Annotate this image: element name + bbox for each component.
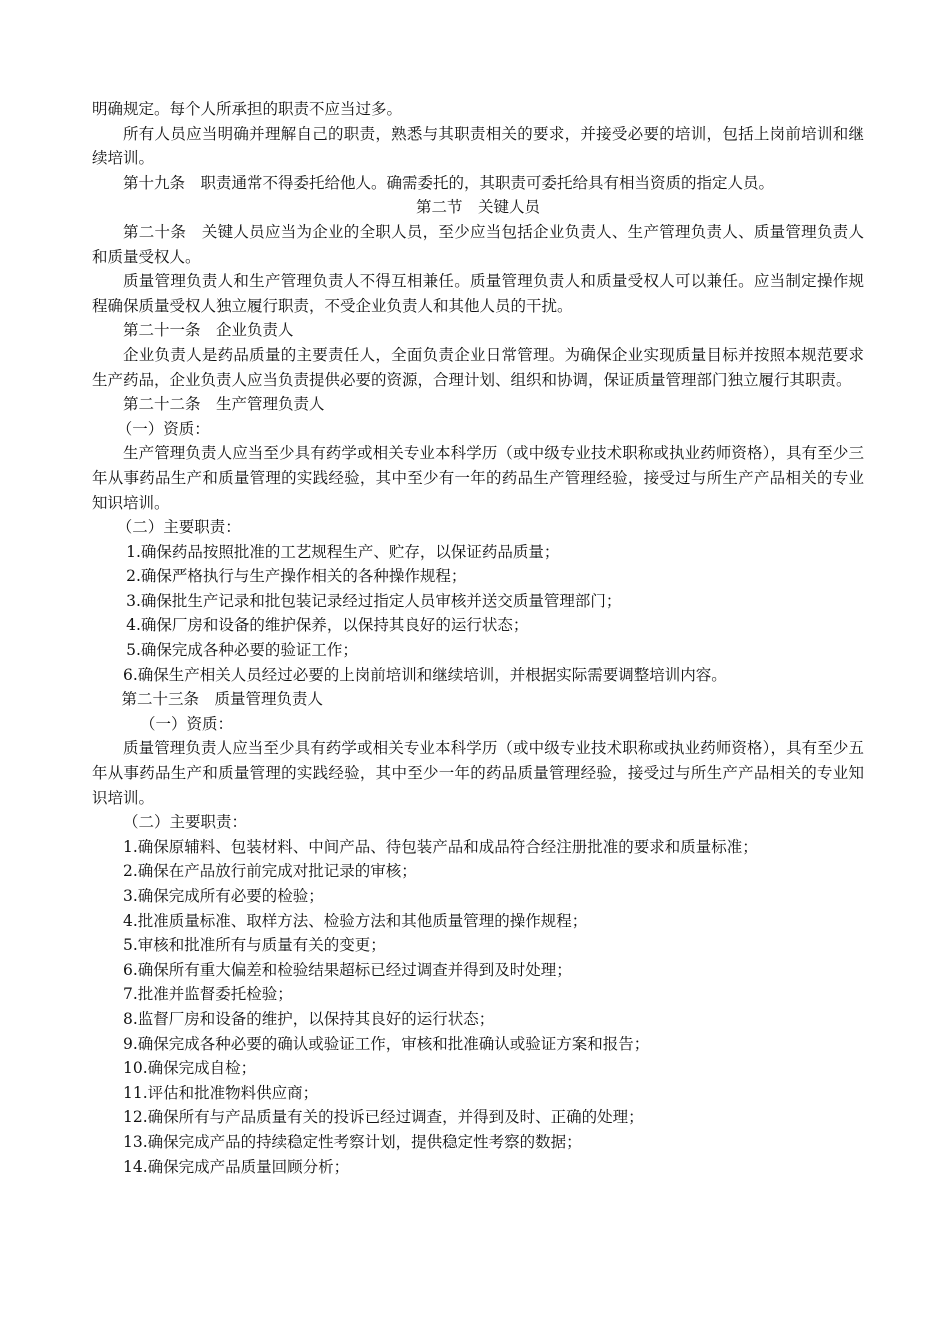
article-20: 第二十条 关键人员应当为企业的全职人员，至少应当包括企业负责人、生产管理负责人、质量管理负责人和质量受权人。 [92, 222, 864, 266]
paragraph: 明确规定。每个人所承担的职责不应当过多。 [92, 100, 403, 118]
list-item: 4.批准质量标准、取样方法、检验方法和其他质量管理的操作规程； [123, 911, 588, 930]
subheading-qualification: （一）资质： [140, 714, 234, 733]
paragraph: 生产管理负责人应当至少具有药学或相关专业本科学历（或中级专业技术职称或执业药师资格），具有至少三年从事药品生产和质量管理的实践经验，其中至少有一年的药品生产管理经验，接受过与所生产产品相关的专业知识培训。 [92, 444, 864, 512]
list-item: 8.监督厂房和设备的维护，以保持其良好的运行状态； [123, 1009, 495, 1028]
list-item: 2.确保在产品放行前完成对批记录的审核； [123, 862, 417, 881]
list-item: 11.评估和批准物料供应商； [123, 1083, 319, 1102]
subheading-duties: （二）主要职责： [116, 518, 241, 537]
list-item: 1.确保药品按照批准的工艺规程生产、贮存，以保证药品质量； [126, 542, 560, 561]
list-item: 12.确保所有与产品质量有关的投诉已经过调查，并得到及时、正确的处理； [123, 1108, 644, 1127]
list-item: 9.确保完成各种必要的确认或验证工作，审核和批准确认或验证方案和报告； [123, 1034, 650, 1053]
subheading-duties: （二）主要职责： [123, 813, 248, 832]
list-item: 7.批准并监督委托检验； [123, 985, 293, 1004]
paragraph: 质量管理负责人应当至少具有药学或相关专业本科学历（或中级专业技术职称或执业药师资格），具有至少五年从事药品生产和质量管理的实践经验，其中至少一年的药品质量管理经验，接受过与所生产产品相关的专业知识培训。 [92, 739, 864, 807]
list-item: 3.确保批生产记录和批包装记录经过指定人员审核并送交质量管理部门； [126, 591, 622, 610]
article-23-heading: 第二十三条 质量管理负责人 [121, 690, 323, 709]
article-22-heading: 第二十二条 生产管理负责人 [123, 395, 325, 414]
list-item: 10.确保完成自检； [123, 1059, 257, 1078]
paragraph: 企业负责人是药品质量的主要责任人，全面负责企业日常管理。为确保企业实现质量目标并按照本规范要求生产药品，企业负责人应当负责提供必要的资源，合理计划、组织和协调，保证质量管理部门独立履行其职责。 [92, 345, 864, 389]
article-19: 第十九条 职责通常不得委托给他人。确需委托的，其职责可委托给具有相当资质的指定人员。 [123, 173, 775, 192]
list-item: 6.确保生产相关人员经过必要的上岗前培训和继续培训，并根据实际需要调整培训内容。 [123, 665, 727, 684]
document-body [92, 97, 864, 1179]
list-item: 5.确保完成各种必要的验证工作； [126, 641, 358, 660]
list-item: 3.确保完成所有必要的检验； [123, 887, 324, 905]
section-title: 第二节 关键人员 [415, 198, 540, 217]
list-item: 14.确保完成产品质量回顾分析； [123, 1157, 350, 1176]
list-item: 13.确保完成产品的持续稳定性考察计划，提供稳定性考察的数据； [123, 1132, 582, 1151]
subheading-qualification: （一）资质： [116, 419, 210, 438]
list-item: 1.确保原辅料、包装材料、中间产品、待包装产品和成品符合经注册批准的要求和质量标准； [123, 837, 758, 856]
list-item: 2.确保严格执行与生产操作相关的各种操作规程； [126, 567, 467, 586]
article-21-heading: 第二十一条 企业负责人 [123, 321, 294, 340]
paragraph: 所有人员应当明确并理解自己的职责，熟悉与其职责相关的要求，并接受必要的培训，包括上岗前培训和继续培训。 [92, 124, 864, 168]
list-item: 4.确保厂房和设备的维护保养，以保持其良好的运行状态； [126, 616, 529, 635]
list-item: 6.确保所有重大偏差和检验结果超标已经过调查并得到及时处理； [123, 960, 572, 979]
list-item: 5.审核和批准所有与质量有关的变更； [123, 936, 386, 955]
paragraph: 质量管理负责人和生产管理负责人不得互相兼任。质量管理负责人和质量受权人可以兼任。应当制定操作规程确保质量受权人独立履行职责，不受企业负责人和其他人员的干扰。 [92, 272, 864, 315]
